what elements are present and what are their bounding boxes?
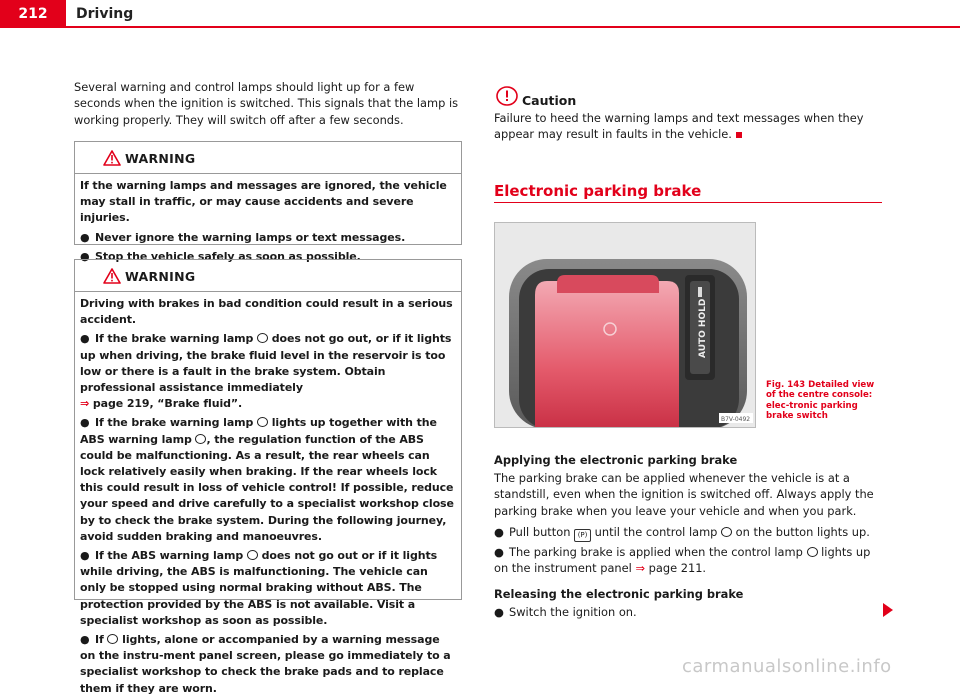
bullet-icon: ● xyxy=(80,332,90,346)
warning-title: WARNING xyxy=(125,151,196,166)
warning-triangle-icon xyxy=(103,150,121,166)
caution-body: Failure to heed the warning lamps and text messages when they appear may result in faults in the vehicle. xyxy=(494,111,864,142)
section-title: Driving xyxy=(76,6,134,22)
apply-bullet: ● The parking brake is applied when the control lamp lights up on the instrument panel ⇒ page 211. xyxy=(494,545,871,576)
brake-warning-lamp-icon xyxy=(257,333,268,343)
apply-heading: Applying the electronic parking brake xyxy=(494,453,738,467)
abs-warning-lamp-icon xyxy=(195,434,206,444)
bullet-icon: ● xyxy=(80,633,90,647)
heading-rule xyxy=(494,202,882,203)
warning-triangle-icon xyxy=(103,268,121,284)
control-lamp-icon xyxy=(807,547,818,557)
reference-arrow-icon: ⇒ xyxy=(80,397,90,411)
warning-header xyxy=(75,142,461,174)
page-number: 212 xyxy=(0,0,66,27)
continue-arrow-icon xyxy=(882,602,894,621)
reference-arrow-icon: ⇒ xyxy=(635,561,645,576)
warning-body: If the warning lamps and messages are ignored, the vehicle may stall in traffic, or may cause accidents and severe injuries. xyxy=(80,179,447,225)
header-rule xyxy=(0,26,960,28)
abs-warning-lamp-icon xyxy=(247,550,258,560)
release-bullet: ● Switch the ignition on. xyxy=(494,605,637,619)
apply-body: The parking brake can be applied whenever the vehicle is at a standstill, even when the ignition is switched off. Always apply the parking brake when you leave your vehicle and when you park. xyxy=(494,471,874,518)
bullet-icon: ● xyxy=(80,230,90,244)
warning-title: WARNING xyxy=(125,269,196,284)
page-reference-link[interactable]: page 219, “Brake fluid”. xyxy=(92,397,243,411)
warning-body: Driving with brakes in bad condition could result in a serious accident. xyxy=(80,297,453,327)
bullet-icon: ● xyxy=(494,605,504,619)
parking-brake-switch-illustration xyxy=(495,223,756,428)
page-reference-link[interactable]: page 211. xyxy=(648,561,707,576)
brake-warning-lamp-icon xyxy=(257,417,268,427)
figure-caption: Fig. 143 Detailed view of the centre console: elec-tronic parking brake switch xyxy=(766,380,875,422)
bullet-icon: ● xyxy=(80,549,90,563)
figure-parking-brake-switch xyxy=(494,222,756,428)
end-marker-icon xyxy=(736,132,742,138)
control-lamp-icon xyxy=(721,527,732,537)
auto-hold-label: AUTO HOLD xyxy=(698,298,708,358)
release-heading: Releasing the electronic parking brake xyxy=(494,587,744,601)
parking-brake-button-icon: (P) xyxy=(574,529,591,542)
brake-pad-lamp-icon xyxy=(107,634,118,644)
warning-bullet: ● If the ABS warning lamp does not go out or if it lights while driving, the ABS is malfunctioning. The vehicle can only be stopped using normal braking without ABS. The protection provided by the ABS is not available. Visit a specialist workshop as soon as possible. xyxy=(80,549,438,627)
apply-bullet: ● Pull button (P) until the control lamp on the button lights up. xyxy=(494,524,886,542)
intro-paragraph: Several warning and control lamps should light up for a few seconds when the ignition is switched. This signals that the lamp is working properly. They will switch off after a few seconds. xyxy=(74,80,459,127)
warning-bullet: ● If lights, alone or accompanied by a warning message on the instru-ment panel screen, please go immediately to a specialist workshop to check the brake pads and to replace them if they are worn. xyxy=(80,633,451,695)
bullet-icon: ● xyxy=(80,249,90,263)
warning-box-1 xyxy=(74,141,462,263)
bullet-icon: ● xyxy=(494,525,504,539)
section-heading: Electronic parking brake xyxy=(494,182,702,200)
warning-bullet: ● Never ignore the warning lamps or text messages. xyxy=(80,230,456,246)
watermark: carmanualsonline.info xyxy=(682,656,892,677)
warning-header xyxy=(75,260,461,292)
caution-icon xyxy=(496,86,518,108)
warning-bullet: ● If the brake warning lamp does not go out, or if it lights up when driving, the brake fluid level in the reservoir is too low or there is a fault in the brake system. Obtain professional assistance immediately ⇒ page 219, “Brake fluid”. xyxy=(80,332,452,411)
figure-code: B7V-0492 xyxy=(721,416,751,423)
warning-box-2 xyxy=(74,259,462,695)
caution-title: Caution xyxy=(522,93,577,108)
warning-bullet: ● If the brake warning lamp lights up together with the ABS warning lamp , the regulation function of the ABS could be malfunctioning. As a result, the rear wheels can lock relatively easily when braking. If the rear wheels lock this could result in loss of vehicle control! If possible, reduce your speed and drive carefully to a specialist workshop close by to check the brake system. During the following journey, avoid sudden braking and manoeuvres. xyxy=(80,416,454,543)
warning-bullet: ● Stop the vehicle safely as soon as possible. xyxy=(80,249,456,265)
bullet-icon: ● xyxy=(494,545,504,559)
bullet-icon: ● xyxy=(80,416,90,430)
